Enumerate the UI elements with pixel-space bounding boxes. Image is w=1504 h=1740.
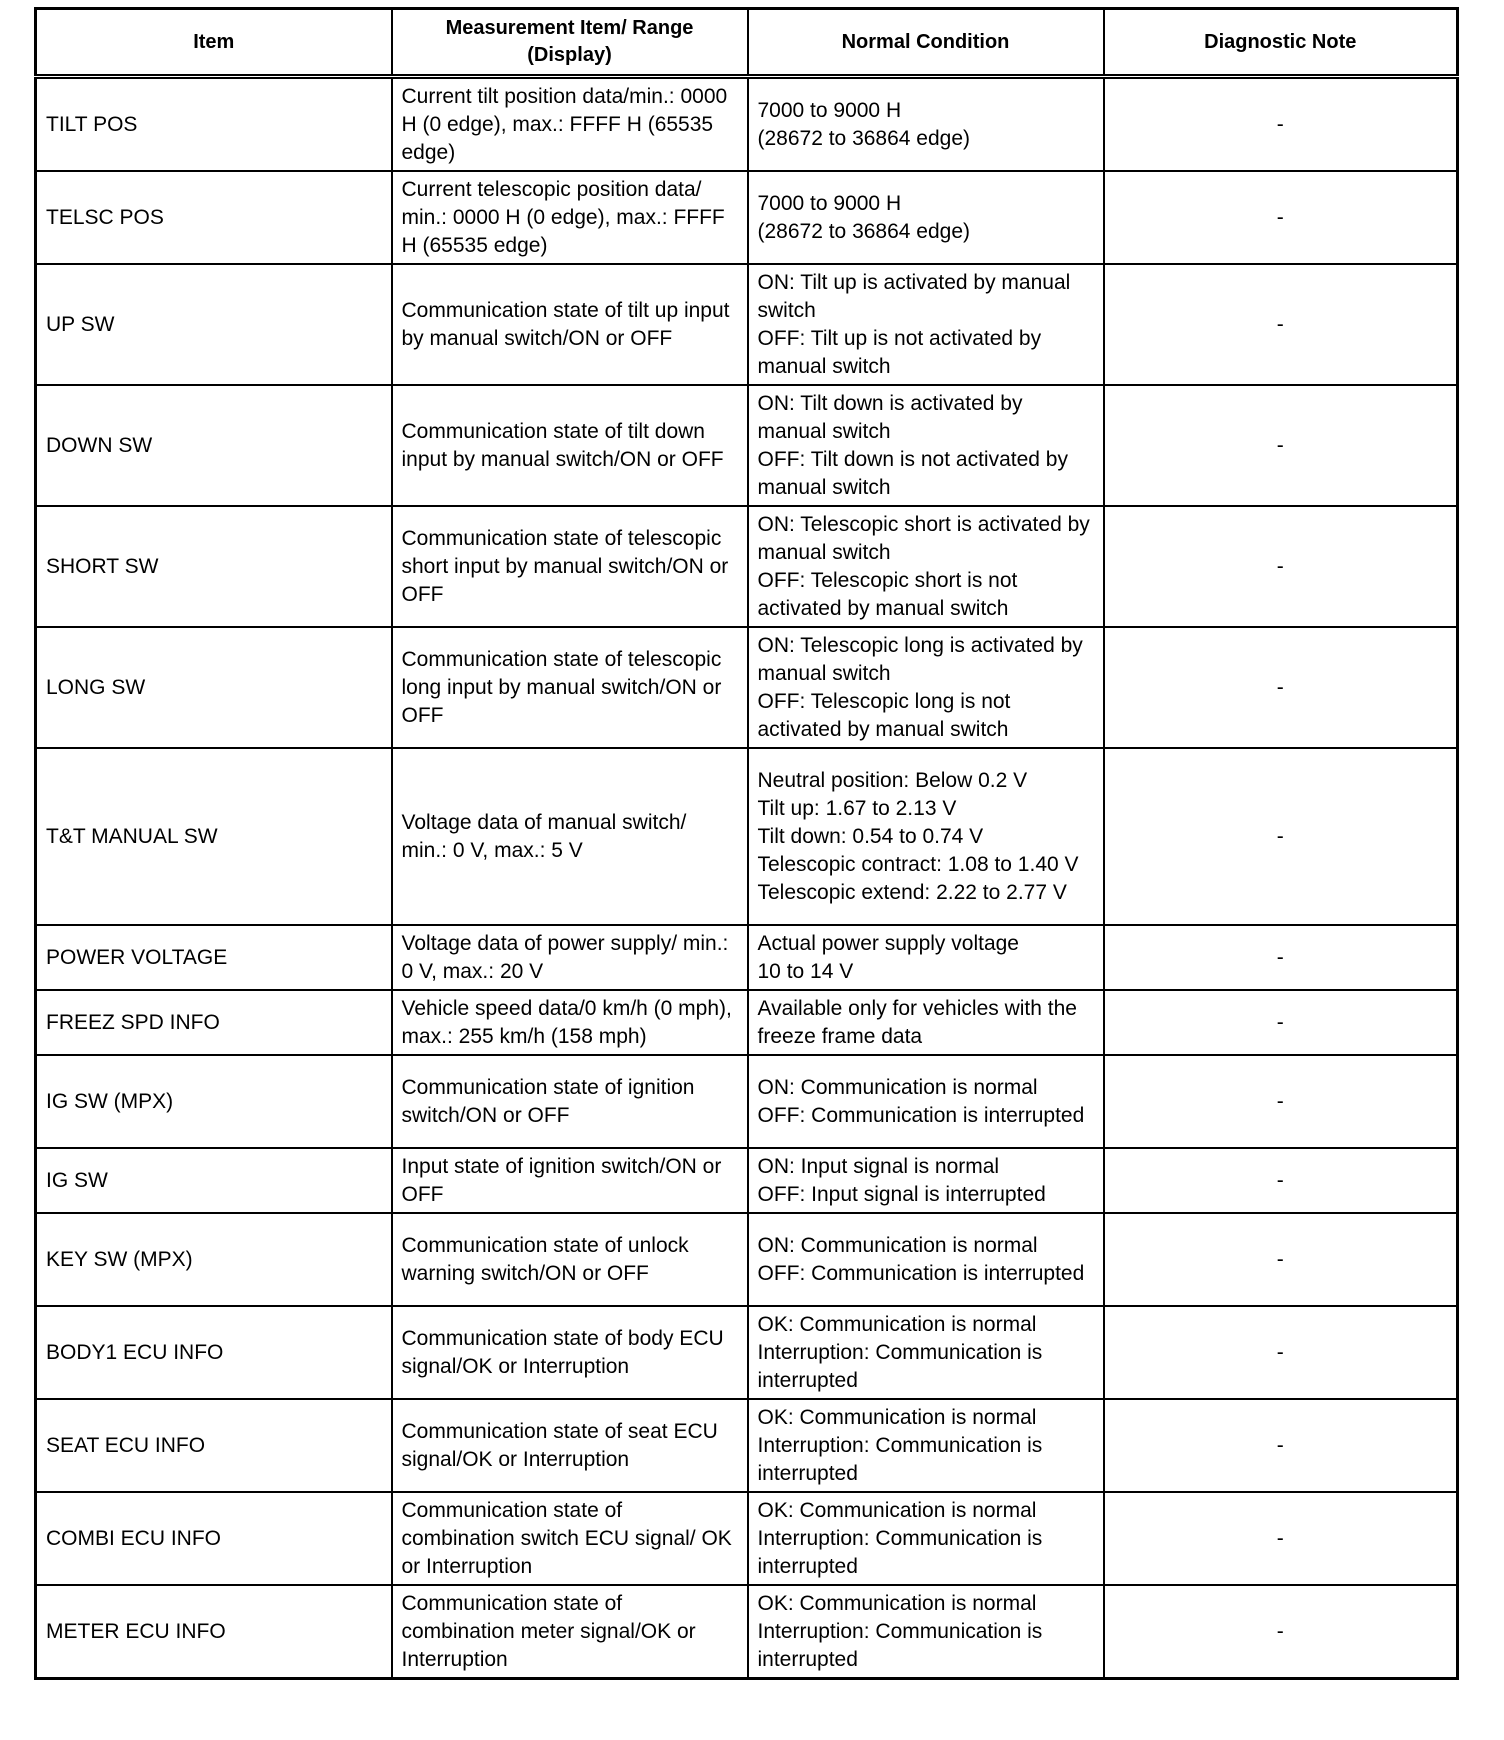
table-body [36,77,1458,1679]
item-cell: BODY1 ECU INFO [36,1306,392,1399]
item-cell: T&T MANUAL SW [36,748,392,925]
diagnostic-note-cell: - [1104,925,1458,990]
normal-condition-cell: OK: Communication is normal Interruption: Communication is interrupted [748,1399,1104,1492]
range-cell: Voltage data of power supply/ min.: 0 V, max.: 20 V [392,925,748,990]
normal-condition-cell: ON: Telescopic short is activated by manual switch OFF: Telescopic short is not activated by manual switch [748,506,1104,627]
range-cell: Vehicle speed data/0 km/h (0 mph), max.: 255 km/h (158 mph) [392,990,748,1055]
diagnostic-note-cell: - [1104,627,1458,748]
item-cell: KEY SW (MPX) [36,1213,392,1306]
header-item: Item [36,9,392,77]
table-header [36,9,1458,77]
table-row [36,925,1458,990]
normal-condition-cell: Available only for vehicles with the freeze frame data [748,990,1104,1055]
normal-condition-cell: ON: Communication is normal OFF: Communication is interrupted [748,1055,1104,1148]
item-cell: TILT POS [36,77,392,172]
range-cell: Current tilt position data/min.: 0000 H (0 edge), max.: FFFF H (65535 edge) [392,77,748,172]
item-cell: UP SW [36,264,392,385]
table-row [36,77,1458,172]
normal-condition-cell: ON: Communication is normal OFF: Communication is interrupted [748,1213,1104,1306]
range-cell: Current telescopic position data/ min.: 0000 H (0 edge), max.: FFFF H (65535 edge) [392,171,748,264]
item-cell: POWER VOLTAGE [36,925,392,990]
range-cell: Communication state of combination switch ECU signal/ OK or Interruption [392,1492,748,1585]
table-row [36,1055,1458,1148]
header-row [36,9,1458,77]
normal-condition-cell: OK: Communication is normal Interruption: Communication is interrupted [748,1492,1104,1585]
normal-condition-cell: ON: Input signal is normal OFF: Input signal is interrupted [748,1148,1104,1213]
range-cell: Input state of ignition switch/ON or OFF [392,1148,748,1213]
diagnostic-note-cell: - [1104,1306,1458,1399]
range-cell: Communication state of body ECU signal/OK or Interruption [392,1306,748,1399]
diagnostic-note-cell: - [1104,1213,1458,1306]
item-cell: IG SW [36,1148,392,1213]
normal-condition-cell: ON: Telescopic long is activated by manual switch OFF: Telescopic long is not activated by manual switch [748,627,1104,748]
diagnostic-note-cell: - [1104,506,1458,627]
item-cell: METER ECU INFO [36,1585,392,1679]
table-row [36,1399,1458,1492]
range-cell: Communication state of combination meter signal/OK or Interruption [392,1585,748,1679]
range-cell: Communication state of unlock warning switch/ON or OFF [392,1213,748,1306]
normal-condition-cell: ON: Tilt down is activated by manual switch OFF: Tilt down is not activated by manual switch [748,385,1104,506]
table-row [36,1148,1458,1213]
diagnostic-note-cell: - [1104,1492,1458,1585]
table-row [36,1585,1458,1679]
table-row [36,990,1458,1055]
table-row [36,1213,1458,1306]
normal-condition-cell: 7000 to 9000 H (28672 to 36864 edge) [748,77,1104,172]
normal-condition-cell: ON: Tilt up is activated by manual switch OFF: Tilt up is not activated by manual switch [748,264,1104,385]
normal-condition-cell: 7000 to 9000 H (28672 to 36864 edge) [748,171,1104,264]
diagnostic-note-cell: - [1104,385,1458,506]
item-cell: DOWN SW [36,385,392,506]
item-cell: COMBI ECU INFO [36,1492,392,1585]
diagnostic-note-cell: - [1104,748,1458,925]
table-row [36,748,1458,925]
diagnostic-note-cell: - [1104,1585,1458,1679]
item-cell: SHORT SW [36,506,392,627]
range-cell: Communication state of tilt up input by manual switch/ON or OFF [392,264,748,385]
range-cell: Voltage data of manual switch/ min.: 0 V, max.: 5 V [392,748,748,925]
item-cell: IG SW (MPX) [36,1055,392,1148]
range-cell: Communication state of tilt down input by manual switch/ON or OFF [392,385,748,506]
range-cell: Communication state of telescopic long input by manual switch/ON or OFF [392,627,748,748]
range-cell: Communication state of telescopic short input by manual switch/ON or OFF [392,506,748,627]
item-cell: LONG SW [36,627,392,748]
normal-condition-cell: OK: Communication is normal Interruption: Communication is interrupted [748,1306,1104,1399]
table-row [36,506,1458,627]
normal-condition-cell: Actual power supply voltage 10 to 14 V [748,925,1104,990]
diagnostic-note-cell: - [1104,264,1458,385]
diagnostic-note-cell: - [1104,1148,1458,1213]
table-row [36,264,1458,385]
data-list-table [34,7,1459,1680]
table-row [36,627,1458,748]
table-row [36,1306,1458,1399]
diagnostic-note-cell: - [1104,171,1458,264]
item-cell: TELSC POS [36,171,392,264]
header-diagnostic-note: Diagnostic Note [1104,9,1458,77]
diagnostic-note-cell: - [1104,77,1458,172]
header-range: Measurement Item/ Range (Display) [392,9,748,77]
diagnostic-note-cell: - [1104,1399,1458,1492]
cropped-heading-strip [0,0,1504,6]
header-normal-condition: Normal Condition [748,9,1104,77]
diagnostic-note-cell: - [1104,990,1458,1055]
cropped-heading-fragment [118,0,238,5]
table-row [36,385,1458,506]
item-cell: SEAT ECU INFO [36,1399,392,1492]
range-cell: Communication state of ignition switch/ON or OFF [392,1055,748,1148]
normal-condition-cell: Neutral position: Below 0.2 V Tilt up: 1.67 to 2.13 V Tilt down: 0.54 to 0.74 V Telescopic contract: 1.08 to 1.40 V Telescopic extend: 2.22 to 2.77 V [748,748,1104,925]
item-cell: FREEZ SPD INFO [36,990,392,1055]
table-row [36,171,1458,264]
range-cell: Communication state of seat ECU signal/OK or Interruption [392,1399,748,1492]
table-row [36,1492,1458,1585]
diagnostic-note-cell: - [1104,1055,1458,1148]
normal-condition-cell: OK: Communication is normal Interruption: Communication is interrupted [748,1585,1104,1679]
